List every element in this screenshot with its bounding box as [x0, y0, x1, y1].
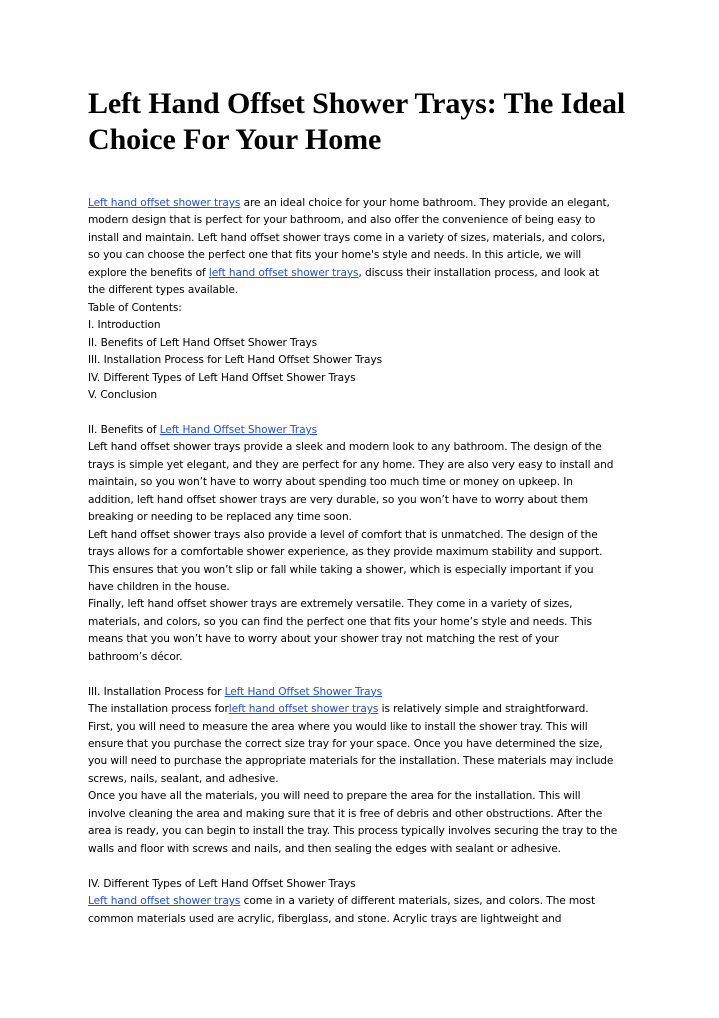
benefits-line: Finally, left hand offset shower trays are extremely versatile. They come in a variety of sizes,: [88, 598, 573, 611]
types-heading: IV. Different Types of Left Hand Offset Shower Trays: [88, 877, 356, 890]
installation-line: you will need to purchase the appropriate materials for the installation. These materials may include: [88, 755, 614, 768]
installation-line: screws, nails, sealant, and adhesive.: [88, 772, 279, 785]
spacer: [88, 404, 644, 421]
spacer: [88, 666, 644, 683]
intro-line-6: the different types available.: [88, 284, 239, 297]
article-title: [88, 86, 644, 158]
title-line-2: Choice For Your Home: [88, 123, 382, 156]
benefits-line: have children in the house.: [88, 580, 230, 593]
article-body: [88, 195, 644, 928]
intro-line-4: so you can choose the perfect one that fits your home's style and needs. In this article, we will: [88, 249, 582, 262]
types-line-1: Left hand offset shower trays come in a variety of different materials, sizes, and colors. The most: [88, 895, 596, 908]
benefits-heading: II. Benefits of Left Hand Offset Shower Trays: [88, 423, 318, 436]
installation-heading: III. Installation Process for Left Hand Offset Shower Trays: [88, 685, 383, 698]
installation-line: area is ready, you can begin to install the tray. This process typically involves securing the tray to the: [88, 825, 618, 838]
intro-inline-link[interactable]: left hand offset shower trays: [208, 266, 359, 279]
document-page: [88, 86, 644, 928]
benefits-heading-link[interactable]: Left Hand Offset Shower Trays: [159, 423, 318, 436]
installation-line: First, you will need to measure the area where you would like to install the shower tray. This will: [88, 720, 588, 733]
installation-heading-link[interactable]: Left Hand Offset Shower Trays: [224, 685, 383, 698]
benefits-line: trays allows for a comfortable shower experience, as they provide maximum stability and support.: [88, 546, 603, 559]
installation-line-1: The installation process forleft hand offset shower trays is relatively simple and straightforward.: [88, 703, 589, 716]
benefits-line: Left hand offset shower trays provide a sleek and modern look to any bathroom. The design of the: [88, 441, 602, 454]
intro-link[interactable]: Left hand offset shower trays: [88, 197, 241, 209]
installation-line: involve cleaning the area and making sure that it is free of debris and other obstructions. After the: [88, 807, 603, 820]
benefits-line: breaking or needing to be replaced any time soon.: [88, 511, 352, 524]
benefits-line: addition, left hand offset shower trays are very durable, so you won’t have to worry about them: [88, 493, 588, 506]
benefits-line: bathroom’s décor.: [88, 650, 183, 663]
benefits-line: materials, and colors, so you can find the perfect one that fits your home’s style and needs. This: [88, 615, 592, 628]
intro-line-5: explore the benefits of left hand offset shower trays, discuss their installation process, and look at: [88, 266, 600, 279]
installation-line: walls and floor with screws and nails, and then sealing the edges with sealant or adhesive.: [88, 842, 561, 855]
title-line-1: Left Hand Offset Shower Trays: The Ideal: [88, 87, 626, 120]
benefits-line: Left hand offset shower trays also provide a level of comfort that is unmatched. The design of the: [88, 528, 598, 541]
toc-heading: Table of Contents:: [88, 301, 182, 314]
benefits-line: trays is simple yet elegant, and they are perfect for any home. They are also very easy to install and: [88, 458, 614, 471]
installation-inline-link[interactable]: left hand offset shower trays: [228, 703, 379, 716]
installation-line: Once you have all the materials, you will need to prepare the area for the installation. This will: [88, 790, 581, 803]
intro-line-2: modern design that is perfect for your bathroom, and also offer the convenience of being easy to: [88, 214, 596, 227]
toc-item: IV. Different Types of Left Hand Offset Shower Trays: [88, 371, 356, 384]
benefits-line: This ensures that you won’t slip or fall while taking a shower, which is especially important if you: [88, 563, 594, 576]
benefits-line: maintain, so you won’t have to worry about spending too much time or money on upkeep. In: [88, 476, 573, 489]
toc-item: I. Introduction: [88, 319, 161, 332]
installation-line: ensure that you purchase the correct size tray for your space. Once you have determined the size,: [88, 738, 603, 751]
toc-item: II. Benefits of Left Hand Offset Shower Trays: [88, 336, 318, 349]
intro-line-3: install and maintain. Left hand offset shower trays come in a variety of sizes, materials, and colors,: [88, 231, 606, 244]
spacer: [88, 858, 644, 875]
toc-item: V. Conclusion: [88, 388, 158, 401]
types-link[interactable]: Left hand offset shower trays: [88, 895, 241, 908]
intro-line-1: Left hand offset shower trays are an ideal choice for your home bathroom. They provide an elegant,: [88, 197, 610, 209]
types-line-2: common materials used are acrylic, fiberglass, and stone. Acrylic trays are lightweight and: [88, 912, 562, 925]
benefits-line: means that you won’t have to worry about your shower tray not matching the rest of your: [88, 633, 559, 646]
toc-item: III. Installation Process for Left Hand Offset Shower Trays: [88, 354, 383, 367]
